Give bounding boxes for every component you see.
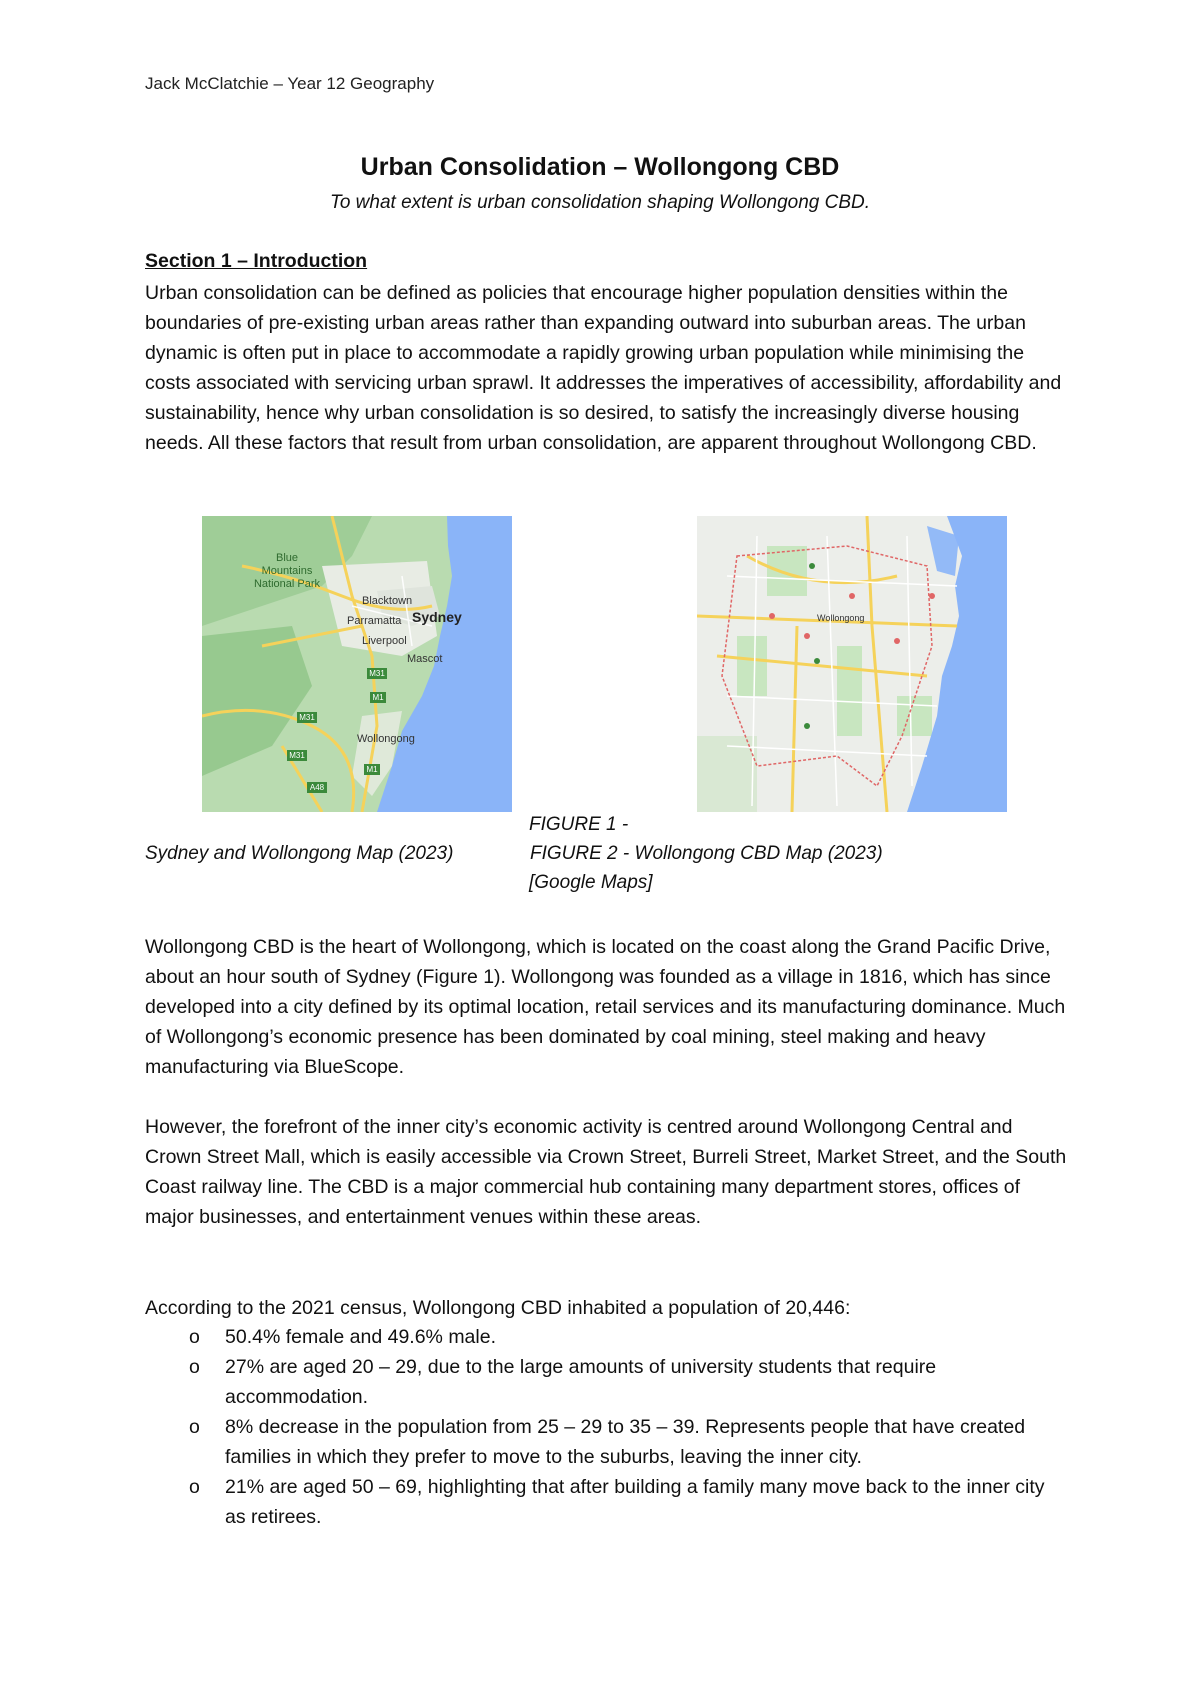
list-item-text: 8% decrease in the population from 25 – 29 to 35 – 39. Represents people that have created families in which they prefer to move to the suburbs, leaving the inner city. bbox=[225, 1416, 1026, 1468]
map-label-m31a: M31 bbox=[369, 669, 385, 678]
wollongong-cbd-map-graphic bbox=[697, 516, 1007, 812]
map-label-m1a: M1 bbox=[372, 693, 384, 702]
sydney-wollongong-map bbox=[202, 516, 512, 812]
list-item bbox=[145, 1352, 1070, 1412]
wollongong-cbd-map bbox=[697, 516, 1007, 812]
figure-1-caption: Sydney and Wollongong Map (2023) bbox=[145, 843, 454, 864]
map-label-a48: A48 bbox=[309, 783, 325, 792]
map-label-blacktown: Blacktown bbox=[362, 595, 413, 607]
bullet-marker: o bbox=[189, 1356, 200, 1378]
bullet-marker: o bbox=[189, 1326, 200, 1348]
section-1-heading: Section 1 – Introduction bbox=[145, 250, 368, 272]
map-label-wollongong: Wollongong bbox=[357, 733, 415, 745]
map-label-m31c: M31 bbox=[289, 751, 305, 760]
document-title: Urban Consolidation – Wollongong CBD bbox=[360, 153, 840, 181]
map-label-m1b: M1 bbox=[366, 765, 378, 774]
map-label-national-park: National Park bbox=[253, 578, 321, 590]
list-item-text: 27% are aged 20 – 29, due to the large amounts of university students that require accommodation. bbox=[225, 1356, 937, 1408]
map-label-blue: Blue bbox=[275, 552, 299, 564]
list-item bbox=[145, 1322, 1070, 1352]
wollongong-overview-paragraph: Wollongong CBD is the heart of Wollongong, which is located on the coast along the Grand Pacific Drive, about an hour south of Sydney (Figure 1). Wollongong was founded as a village in 1816, which has since developed into a city defined by its optimal location, retail services and its manufacturing dominance. Much of Wollongong’s economic presence has been dominated by coal mining, steel making and heavy manufacturing via BlueScope. bbox=[145, 936, 1066, 1078]
map2-label-wollongong: Wollongong bbox=[817, 613, 865, 623]
bullet-marker: o bbox=[189, 1476, 200, 1498]
census-paragraph: According to the 2021 census, Wollongong CBD inhabited a population of 20,446: bbox=[145, 1297, 851, 1319]
list-item-text: 50.4% female and 49.6% male. bbox=[225, 1326, 497, 1348]
intro-paragraph: Urban consolidation can be defined as policies that encourage higher population densities within the boundaries of pre-existing urban areas rather than expanding outward into suburban areas. The urban dynamic is often put in place to accommodate a rapidly growing urban population while minimising the costs associated with servicing urban sprawl. It addresses the imperatives of accessibility, affordability and sustainability, hence why urban consolidation is so desired, to satisfy the increasingly diverse housing needs. All these factors that result from urban consolidation, are apparent throughout Wollongong CBD. bbox=[145, 282, 1062, 454]
list-item-text: 21% are aged 50 – 69, highlighting that after building a family many move back to the inner city as retirees. bbox=[225, 1476, 1045, 1528]
list-item bbox=[145, 1412, 1070, 1472]
figure-2-caption: FIGURE 2 - Wollongong CBD Map (2023) bbox=[530, 843, 883, 864]
economic-activity-paragraph: However, the forefront of the inner city’s economic activity is centred around Wollongong Central and Crown Street Mall, which is easily accessible via Crown Street, Burreli Street, Market Street, and the South Coast railway line. The CBD is a major commercial hub containing many department stores, offices of major businesses, and entertainment venues within these areas. bbox=[145, 1116, 1067, 1228]
bullet-marker: o bbox=[189, 1416, 200, 1438]
census-bullet-list bbox=[145, 1322, 1070, 1532]
sydney-wollongong-map-graphic bbox=[202, 516, 512, 812]
map-label-sydney: Sydney bbox=[412, 609, 462, 625]
map-label-mountains: Mountains bbox=[261, 565, 313, 577]
document-subtitle: To what extent is urban consolidation shaping Wollongong CBD. bbox=[329, 192, 871, 213]
document-header: Jack McClatchie – Year 12 Geography bbox=[145, 74, 435, 93]
figure-1-label: FIGURE 1 - bbox=[529, 814, 629, 835]
map-label-mascot: Mascot bbox=[407, 653, 443, 665]
figure-source: [Google Maps] bbox=[529, 872, 653, 893]
map-label-m31b: M31 bbox=[299, 713, 315, 722]
map-label-liverpool: Liverpool bbox=[362, 635, 407, 647]
map-label-parramatta: Parramatta bbox=[347, 615, 402, 627]
list-item bbox=[145, 1472, 1070, 1532]
